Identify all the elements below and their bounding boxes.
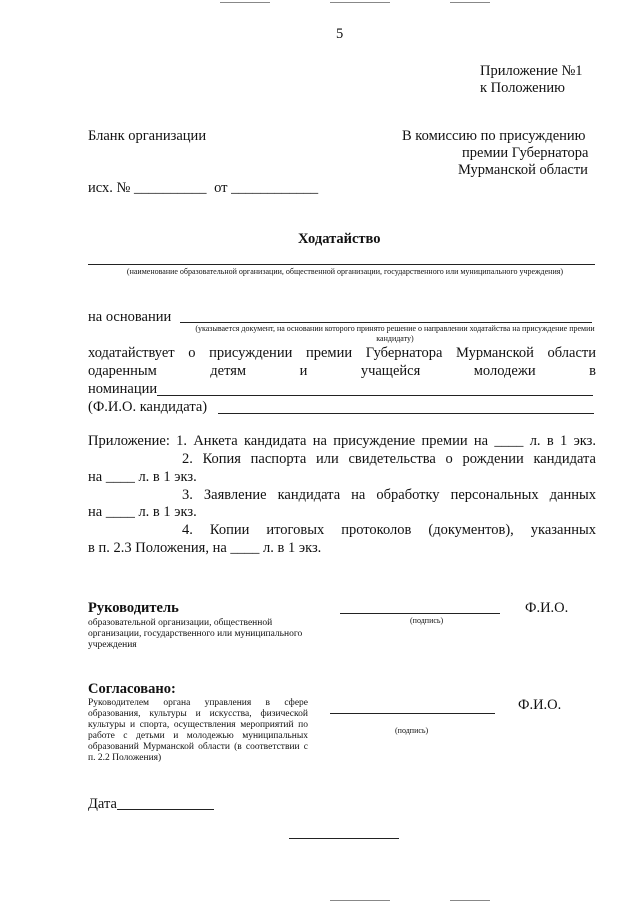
outgoing-row	[88, 180, 318, 197]
head-title: Руководитель	[88, 600, 179, 616]
appendix-line2: к Положению	[480, 80, 565, 96]
attachment-item-2-pages: на ____ л. в 1 экз.	[88, 469, 197, 485]
head-signature-hint: (подпись)	[410, 616, 444, 625]
blank-label: Бланк организации	[88, 128, 207, 144]
petition-word: молодежи	[473, 363, 536, 379]
appendix-line1: Приложение №1	[480, 63, 583, 79]
outgoing-number-field[interactable]: __________	[133, 180, 207, 196]
scan-mark	[450, 2, 490, 3]
outgoing-label: исх. №	[88, 180, 131, 196]
scan-mark	[450, 900, 490, 901]
petition-word: в	[589, 363, 596, 379]
agreed-title: Согласовано:	[88, 681, 176, 697]
attachment-item-4: 4. Копии итоговых протоколов (документов), указанных	[182, 522, 596, 538]
date-label: Дата	[88, 796, 117, 812]
org-name-field[interactable]	[88, 264, 595, 265]
candidate-name-field[interactable]	[218, 413, 594, 414]
basis-label: на основании	[88, 309, 172, 325]
addressee-line2: премии Губернатора	[462, 145, 589, 161]
attachment-item-1: Приложение: 1. Анкета кандидата на присуждение премии на ____ л. в 1 экз.	[88, 433, 596, 449]
scan-mark	[220, 2, 270, 3]
outgoing-from-label: от	[214, 180, 228, 196]
basis-field[interactable]	[180, 322, 592, 323]
scan-mark	[330, 2, 390, 3]
agreed-signature-field[interactable]	[330, 713, 495, 714]
document-title: Ходатайство	[298, 231, 381, 247]
petition-word: учащейся	[360, 363, 421, 379]
agreed-signature-hint: (подпись)	[395, 726, 429, 735]
agreed-fio: Ф.И.О.	[518, 697, 562, 713]
addressee-line1: В комиссию по присуждению	[402, 128, 586, 144]
page-number: 5	[336, 26, 344, 42]
petition-word: и	[299, 363, 308, 379]
candidate-label: (Ф.И.О. кандидата)	[88, 399, 208, 415]
nomination-label: номинации	[88, 381, 158, 397]
head-fio: Ф.И.О.	[525, 600, 569, 616]
attachment-item-4-pages: в п. 2.3 Положения, на ____ л. в 1 экз.	[88, 540, 322, 556]
head-signature-field[interactable]	[340, 613, 500, 614]
outgoing-date-field[interactable]: ____________	[231, 180, 319, 196]
basis-hint: (указывается документ, на основании которого принято решение о направлении ходатайства на присуждение премии кандидату)	[195, 324, 595, 343]
attachment-item-3-pages: на ____ л. в 1 экз.	[88, 504, 197, 520]
nomination-field[interactable]	[157, 395, 593, 396]
scan-mark	[330, 900, 390, 901]
closing-rule	[289, 838, 399, 839]
petition-line2	[88, 363, 596, 380]
petition-line1: ходатайствует о присуждении премии Губернатора Мурманской области	[88, 345, 596, 361]
attachment-item-3: 3. Заявление кандидата на обработку персональных данных	[182, 487, 596, 503]
org-hint: (наименование образовательной организации, общественной организации, государственного или муниципального учреждения)	[126, 267, 564, 276]
petition-word: одаренным	[88, 363, 157, 379]
agreed-desc: Руководителем органа управления в сфере образования, культуры и искусства, физической культуры и спорта, осуществления мероприятий по работе с детьми и молодежью муниципальных образований Мурманской области (в соответствии с п. 2.2 Положения)	[88, 698, 308, 763]
date-field[interactable]	[117, 809, 214, 810]
addressee-line3: Мурманской области	[458, 162, 588, 178]
head-desc: образовательной организации, общественной организации, государственного или муниципального учреждения	[88, 618, 303, 650]
petition-word: детям	[210, 363, 247, 379]
attachment-item-2: 2. Копия паспорта или свидетельства о рождении кандидата	[182, 451, 596, 467]
